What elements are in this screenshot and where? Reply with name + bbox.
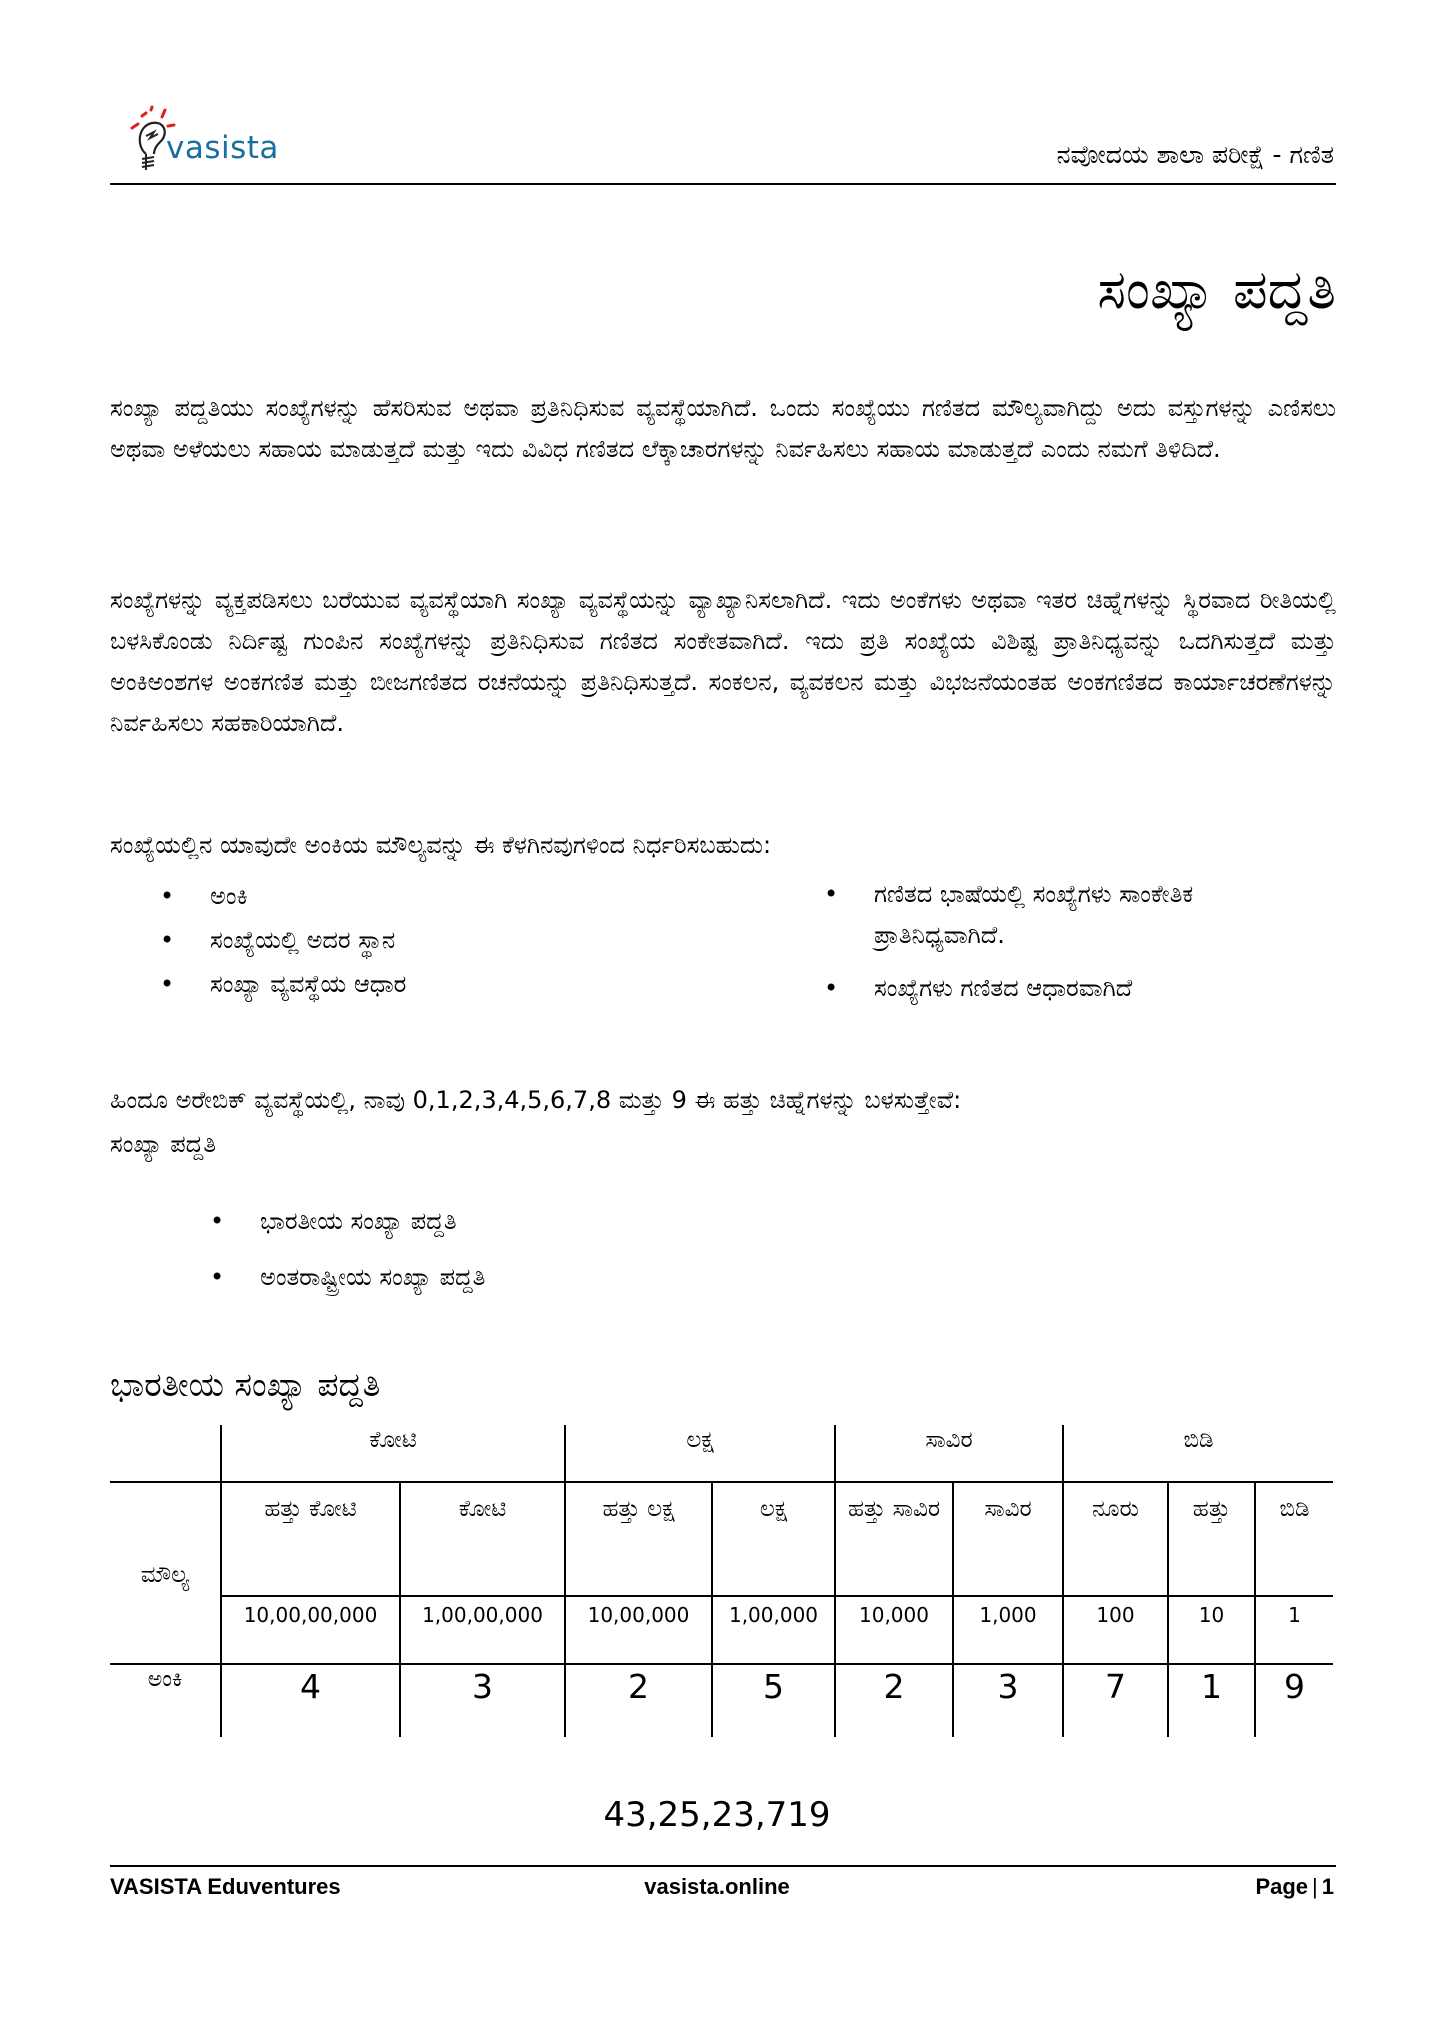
result-number: 43,25,23,719 [603,1795,831,1835]
list-item: • ಅಂತರಾಷ್ಟ್ರೀಯ ಸಂಖ್ಯಾ ಪದ್ದತಿ [210,1251,810,1303]
list-item: • ಅಂಕಿ [160,874,720,918]
digit-cell: 5 [712,1664,835,1737]
number-systems-list [210,1195,810,1307]
digit-cell: 2 [565,1664,712,1737]
place-value: 10,00,000 [565,1596,712,1664]
systems-heading: ಸಂಖ್ಯಾ ಪದ್ದತಿ [110,1130,217,1158]
place-name: ಕೋಟಿ [400,1482,565,1596]
table-row [110,1664,1333,1737]
digit-cell: 3 [953,1664,1063,1737]
digit-cell: 1 [1168,1664,1255,1737]
hindu-arabic-paragraph: ಹಿಂದೂ ಅರೇಬಿಕ್ ವ್ಯವಸ್ಥೆಯಲ್ಲಿ, ನಾವು 0,1,2,3,4,5,6,7,8 ಮತ್ತು 9 ಈ ಹತ್ತು ಚಿಹ್ನೆಗಳನ್ನು ಬಳಸುತ್ತೇವೆ: [110,1086,962,1114]
value-label: ಮೌಲ್ಯ [110,1482,221,1664]
place-name: ಸಾವಿರ [953,1482,1063,1596]
empty-cell [110,1425,221,1482]
header-divider [110,183,1336,185]
place-name: ಹತ್ತು ಸಾವಿರ [835,1482,953,1596]
digit-cell: 9 [1255,1664,1333,1737]
digit-label: ಅಂಕಿ [110,1664,221,1737]
table-row [110,1596,1333,1664]
digit-value-factors-list [160,874,720,1006]
number-facts-list [824,874,1304,1021]
intro-paragraph: ಸಂಖ್ಯಾ ಪದ್ದತಿಯು ಸಂಖ್ಯೆಗಳನ್ನು ಹೆಸರಿಸುವ ಅಥವಾ ಪ್ರತಿನಿಧಿಸುವ ವ್ಯವಸ್ಥೆಯಾಗಿದೆ. ಒಂದು ಸಂಖ್ಯೆಯು ಗಣಿತದ ಮೌಲ್ಯವಾಗಿದ್ದು ಅದು ವಸ್ತುಗಳನ್ನು ಎಣಿಸಲು ಅಥವಾ ಅಳೆಯಲು ಸಹಾಯ ಮಾಡುತ್ತದೆ ಮತ್ತು ಇದು ವಿವಿಧ ಗಣಿತದ ಲೆಕ್ಕಾಚಾರಗಳನ್ನು ನಿರ್ವಹಿಸಲು ಸಹಾಯ ಮಾಡುತ್ತದೆ ಎಂದು ನಮಗೆ ತಿಳಿದಿದೆ. [110,394,1336,463]
section-heading: ಭಾರತೀಯ ಸಂಖ್ಯಾ ಪದ್ದತಿ [110,1365,381,1404]
header-title: ನವೋದಯ ಶಾಲಾ ಪರೀಕ್ಷೆ - ಗಣಿತ [1056,140,1334,169]
definition-paragraph: ಸಂಖ್ಯೆಗಳನ್ನು ವ್ಯಕ್ತಪಡಿಸಲು ಬರೆಯುವ ವ್ಯವಸ್ಥೆಯಾಗಿ ಸಂಖ್ಯಾ ವ್ಯವಸ್ಥೆಯನ್ನು ವ್ಯಾಖ್ಯಾನಿಸಲಾಗಿದೆ. ಇದು ಅಂಕೆಗಳು ಅಥವಾ ಇತರ ಚಿಹ್ನೆಗಳನ್ನು ಸ್ಥಿರವಾದ ರೀತಿಯಲ್ಲಿ ಬಳಸಿಕೊಂಡು ನಿರ್ದಿಷ್ಟ ಗುಂಪಿನ ಸಂಖ್ಯೆಗಳನ್ನು ಪ್ರತಿನಿಧಿಸುವ ಗಣಿತದ ಸಂಕೇತವಾಗಿದೆ. ಇದು ಪ್ರತಿ ಸಂಖ್ಯೆಯ ವಿಶಿಷ್ಟ ಪ್ರಾತಿನಿಧ್ಯವನ್ನು ಒದಗಿಸುತ್ತದೆ ಮತ್ತು ಅಂಕಿಅಂಶಗಳ ಅಂಕಗಣಿತ ಮತ್ತು ಬೀಜಗಣಿತದ ರಚನೆಯನ್ನು ಪ್ರತಿನಿಧಿಸುತ್ತದೆ. ಸಂಕಲನ, ವ್ಯವಕಲನ ಮತ್ತು ವಿಭಜನೆಯಂತಹ ಅಂಕಗಣಿತದ ಕಾರ್ಯಾಚರಣೆಗಳನ್ನು ನಿರ್ವಹಿಸಲು ಸಹಕಾರಿಯಾಗಿದೆ. [110,586,1336,737]
digit-cell: 4 [221,1664,400,1737]
place-value: 1,00,00,000 [400,1596,565,1664]
place-value: 10,00,00,000 [221,1596,400,1664]
list-item: • ಸಂಖ್ಯೆಗಳು ಗಣಿತದ ಆಧಾರವಾಗಿದೆ [824,968,1304,1009]
place-value: 10 [1168,1596,1255,1664]
footer-website: vasista.online [644,1874,790,1899]
page-number-value: 1 [1321,1874,1334,1899]
table-row [110,1425,1333,1482]
page-title: ಸಂಖ್ಯಾ ಪದ್ದತಿ [1097,258,1336,321]
place-value: 100 [1063,1596,1168,1664]
place-name: ಹತ್ತು ಲಕ್ಷ [565,1482,712,1596]
list-item: • ಸಂಖ್ಯೆಯಲ್ಲಿ ಅದರ ಸ್ಥಾನ [160,918,720,962]
place-value-table [110,1425,1333,1737]
place-value: 1,000 [953,1596,1063,1664]
group-header: ಲಕ್ಷ [565,1425,835,1482]
list-item: • ಗಣಿತದ ಭಾಷೆಯಲ್ಲಿ ಸಂಖ್ಯೆಗಳು ಸಾಂಕೇತಿಕ ಪ್ರಾತಿನಿಧ್ಯವಾಗಿದೆ. [824,874,1304,956]
group-header: ಬಿಡಿ [1063,1425,1333,1482]
digit-cell: 2 [835,1664,953,1737]
page-separator: | [1312,1874,1318,1899]
digit-cell: 3 [400,1664,565,1737]
place-name: ನೂರು [1063,1482,1168,1596]
vasista-logo [128,104,308,176]
footer-company: VASISTA Eduventures [110,1874,341,1899]
place-value: 1,00,000 [712,1596,835,1664]
place-name: ಬಿಡಿ [1255,1482,1333,1596]
logo-text: vasista [166,130,279,166]
place-name: ಹತ್ತು [1168,1482,1255,1596]
place-name: ಲಕ್ಷ [712,1482,835,1596]
footer-divider [110,1865,1336,1867]
list-item: • ಭಾರತೀಯ ಸಂಖ್ಯಾ ಪದ್ದತಿ [210,1195,810,1247]
table-row [110,1482,1333,1596]
group-header: ಕೋಟಿ [221,1425,565,1482]
list-item: • ಸಂಖ್ಯಾ ವ್ಯವಸ್ಥೆಯ ಆಧಾರ [160,962,720,1006]
place-value: 10,000 [835,1596,953,1664]
place-name: ಹತ್ತು ಕೋಟಿ [221,1482,400,1596]
group-header: ಸಾವಿರ [835,1425,1063,1482]
digit-value-paragraph: ಸಂಖ್ಯೆಯಲ್ಲಿನ ಯಾವುದೇ ಅಂಕಿಯ ಮೌಲ್ಯವನ್ನು ಈ ಕೆಳಗಿನವುಗಳಿಂದ ನಿರ್ಧರಿಸಬಹುದು: [110,831,772,859]
digit-cell: 7 [1063,1664,1168,1737]
page-label: Page [1255,1874,1309,1899]
place-value: 1 [1255,1596,1333,1664]
page-number [1255,1874,1334,1900]
